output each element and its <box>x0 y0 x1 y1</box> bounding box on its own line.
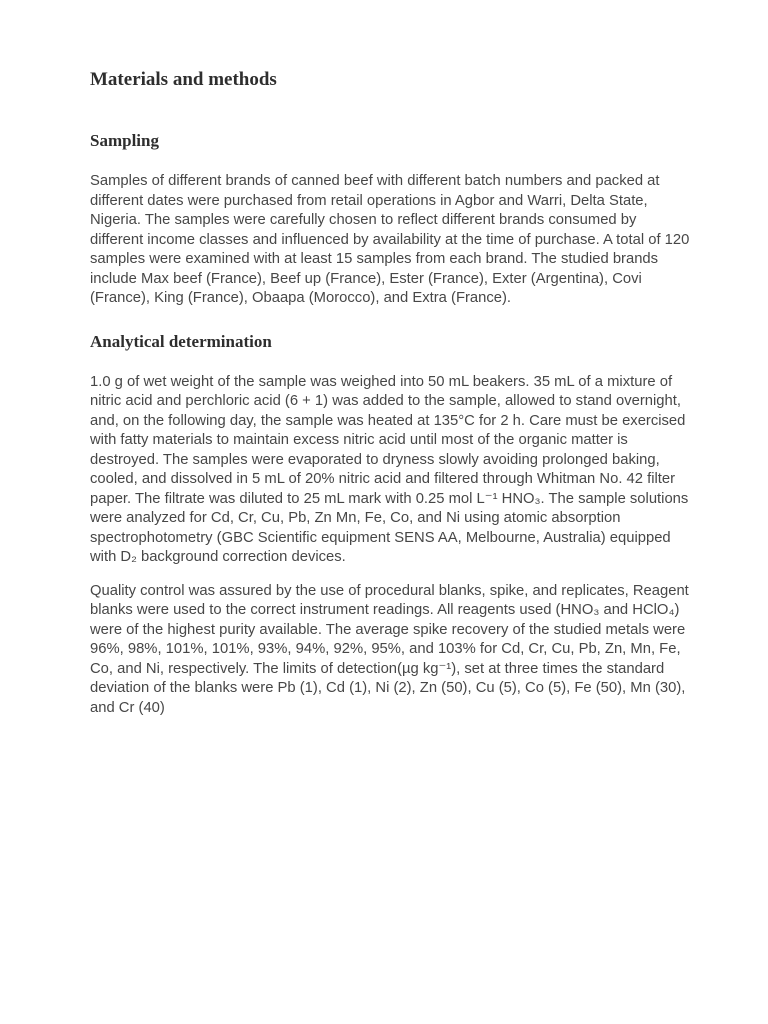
analytical-paragraph-2: Quality control was assured by the use of procedural blanks, spike, and replicates, Reagent blanks were used to the correct instrument readings. All reagents used (HNO₃ and HClO₄) were of the highest purity available. The average spike recovery of the studied metals were 96%, 98%, 101%, 101%, 93%, 94%, 92%, 95%, and 103% for Cd, Cr, Cu, Pb, Zn, Mn, Fe, Co, and Ni, respectively. The limits of detection(µg kg⁻¹), set at three times the standard deviation of the blanks were Pb (1), Cd (1), Ni (2), Zn (50), Cu (5), Co (5), Fe (50), Mn (30), and Cr (40) <box>90 582 689 716</box>
document-body <box>90 66 690 718</box>
section-heading-sampling: Sampling <box>90 131 159 150</box>
page-title: Materials and methods <box>90 69 277 90</box>
analytical-paragraph-1: 1.0 g of wet weight of the sample was weighed into 50 mL beakers. 35 mL of a mixture of nitric acid and perchloric acid (6 + 1) was added to the sample, allowed to stand overnight, and, on the following day, the sample was heated at 135°C for 2 h. Care must be exercised with fatty materials to maintain excess nitric acid until most of the organic matter is destroyed. The samples were evaporated to dryness slowly avoiding prolonged baking, cooled, and dissolved in 5 mL of 20% nitric acid and filtered through Whitman No. 42 filter paper. The filtrate was diluted to 25 mL mark with 0.25 mol L⁻¹ HNO₃. The sample solutions were analyzed for Cd, Cr, Cu, Pb, Zn Mn, Fe, Co, and Ni using atomic absorption spectrophotometry (GBC Scientific equipment SENS AA, Melbourne, Australia) equipped with D₂ background correction devices. <box>90 373 689 565</box>
sampling-paragraph: Samples of different brands of canned beef with different batch numbers and packed at different dates were purchased from retail operations in Agbor and Warri, Delta State, Nigeria. The samples were carefully chosen to reflect different brands consumed by different income classes and influenced by availability at the time of purchase. A total of 120 samples were examined with at least 15 samples from each brand. The studied brands include Max beef (France), Beef up (France), Ester (France), Exter (Argentina), Covi (France), King (France), Obaapa (Morocco), and Extra (France). <box>90 173 690 306</box>
section-heading-analytical-determination: Analytical determination <box>90 331 272 351</box>
